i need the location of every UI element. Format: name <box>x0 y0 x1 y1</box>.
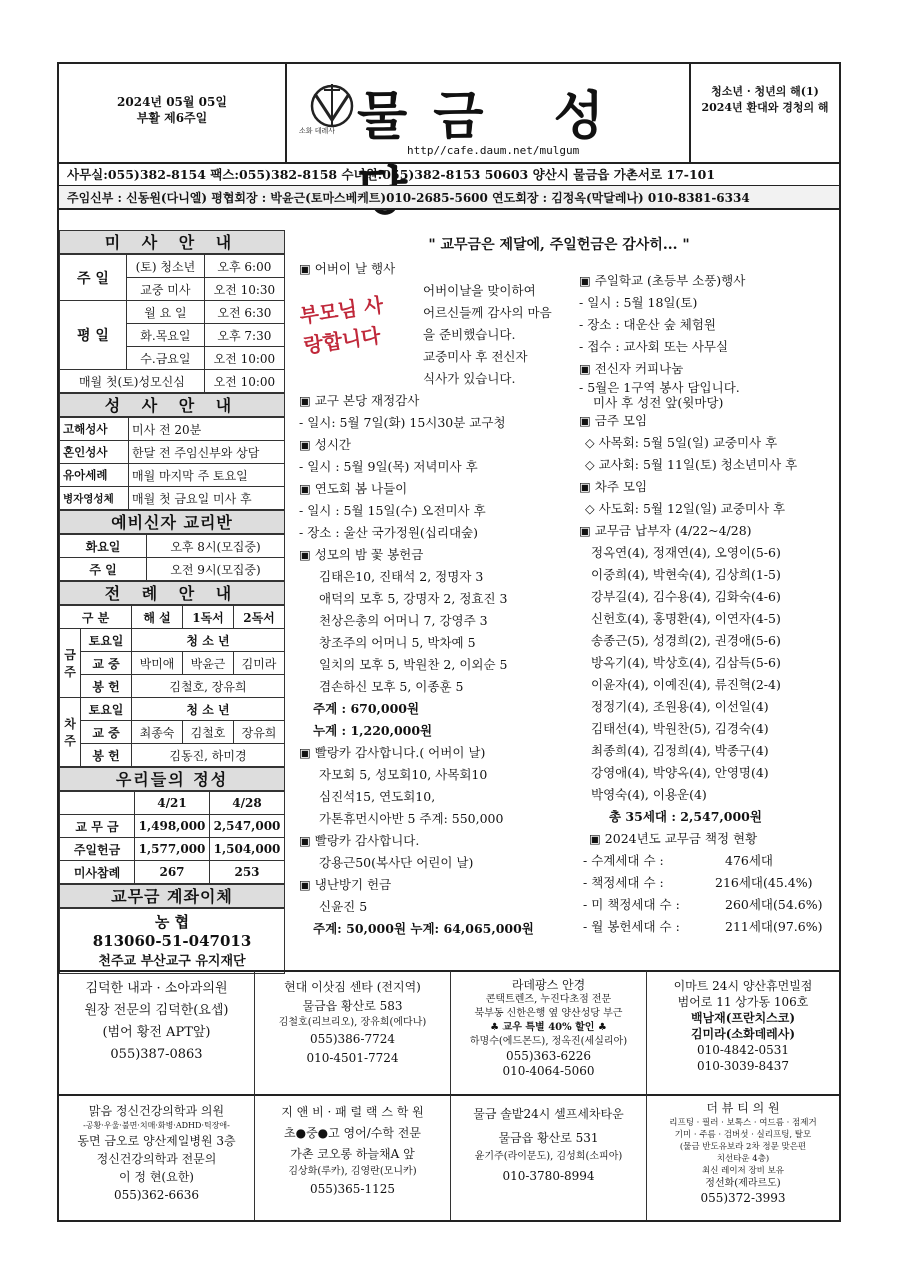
issue-date: 2024년 05월 05일 <box>117 95 227 109</box>
ad-line: 055)365-1125 <box>309 1182 396 1196</box>
mass-day: (토) 청소년 <box>127 255 205 278</box>
offering-value: 1,504,000 <box>210 838 285 861</box>
liturgy-value: 김미라 <box>234 652 285 675</box>
status-value: 216세대(45.4%) <box>715 875 813 890</box>
text-line: - 일시: 5월 7일(화) 15시30분 교구청 <box>299 415 506 430</box>
ad-line: 055)362-6636 <box>113 1188 200 1202</box>
offering-value: 1,577,000 <box>135 838 210 861</box>
this-meeting-title: ▣ 금주 모임 <box>579 413 648 428</box>
status-label: - 책정세대 수 : <box>583 875 664 890</box>
ad-line: 기미 · 주름 · 검버섯 · 실리프팅, 탈모 <box>674 1130 812 1140</box>
text-line: 자모회 5, 성모회10, 사목회10 <box>319 767 488 782</box>
text-line: 이윤자(4), 이예진(4), 류진혁(2-4) <box>591 677 781 692</box>
text-line: - 5월은 1구역 봉사 담입니다. <box>579 380 740 395</box>
theme-line-1: 청소년 · 청년의 해(1) <box>711 85 819 98</box>
text-line: - 일시 : 5월 18일(토) <box>579 295 698 310</box>
sacrament-desc: 한달 전 주임신부와 상담 <box>129 441 285 464</box>
ad-line: 콘택트렌즈, 누진다초점 전문 <box>485 994 612 1005</box>
offering-name: 주일헌금 <box>60 838 135 861</box>
cafe-url[interactable]: http//cafe.daum.net/mulgum <box>407 144 580 157</box>
ad-line: 초●중●고 영어/수학 전문 <box>284 1126 421 1140</box>
right-column <box>579 270 837 938</box>
bank-name: 농 협 <box>154 913 190 931</box>
status-value: 260세대(54.6%) <box>725 897 823 912</box>
account-box <box>59 908 285 974</box>
account-number: 813060-51-047013 <box>92 932 252 950</box>
offering-name: 미사참례 <box>60 861 135 884</box>
rosary-title: ▣ 빨랑카 감사합니다. <box>299 833 420 848</box>
ad-line: 정선화(제라르도) <box>705 1178 781 1189</box>
text-line: 애덕의 모후 5, 강명자 2, 정효진 3 <box>319 591 508 606</box>
text-line: 방옥기(4), 박상호(4), 김삼득(5-6) <box>591 655 781 670</box>
weekday-label: 평 일 <box>60 301 127 370</box>
rosary-title: ▣ 빨랑카 감사합니다.( 어버이 날) <box>299 745 486 760</box>
ad-line: 이마트 24시 양산휴먼빌점 <box>673 979 813 993</box>
liturgy-value: 장유희 <box>234 721 285 744</box>
office-contact: 사무실:055)382-8154 팩스:055)382-8158 수녀원:055)382-8153 50603 양산시 물금읍 가촌서로 17-101 <box>59 164 839 186</box>
ad-line: 김미라(소화데레사) <box>690 1027 796 1041</box>
parents-art: 부모님 사랑합니다 <box>297 292 385 358</box>
parish-logo-icon <box>307 78 357 148</box>
ad-psychiatry <box>59 1094 255 1220</box>
text-line: ◇ 사목회: 5월 5일(일) 교중미사 후 <box>585 435 778 450</box>
header-title-box <box>287 64 689 164</box>
mass-time: 오전 10:00 <box>204 347 284 370</box>
ad-line: 하명수(에드몬드), 정옥진(세실리아) <box>469 1036 628 1047</box>
text-line: 김태은10, 진태석 2, 정명자 3 <box>319 569 484 584</box>
ad-line: ♣ 교우 특별 40% 할인 ♣ <box>490 1022 607 1033</box>
text-line: 정옥연(4), 정재연(4), 오영이(5-6) <box>591 545 781 560</box>
status-label: - 수계세대 수 : <box>583 853 664 868</box>
mass-time: 오후 7:30 <box>204 324 284 347</box>
offering-header: 우리들의 정성 <box>59 767 285 791</box>
sacrament-name: 병자영성체 <box>60 487 129 510</box>
logo-caption: 소화 데레사 <box>299 127 336 135</box>
ad-line: 010-4501-7724 <box>306 1051 399 1065</box>
ad-line: 범어로 11 상가동 106호 <box>677 995 809 1009</box>
flowers-title: ▣ 성모의 밤 꽃 봉헌금 <box>299 547 424 562</box>
liturgy-value: 김동진, 하미경 <box>132 744 285 767</box>
parish-title: 물금 성 <box>357 87 630 147</box>
coffee-title: ▣ 전신자 커피나눔 <box>579 361 684 376</box>
catechumen-header: 예비신자 교리반 <box>59 510 285 534</box>
liturgy-value: 김철호 <box>183 721 234 744</box>
mass-day: 교중 미사 <box>127 278 205 301</box>
ad-line: 010-4842-0531 <box>696 1043 790 1057</box>
ad-line: 010-3780-8994 <box>502 1169 595 1183</box>
text-line: 신윤진 5 <box>319 899 368 914</box>
offering-value: 2,547,000 <box>210 815 285 838</box>
liturgy-role: 교 중 <box>81 721 132 744</box>
status-label: - 미 책정세대 수 : <box>583 897 680 912</box>
ad-line: 010-4064-5060 <box>502 1064 595 1078</box>
ad-line: 055)387-0863 <box>110 1047 203 1062</box>
text-line: ◇ 교사회: 5월 11일(토) 청소년미사 후 <box>585 457 798 472</box>
liturgy-col: 구 분 <box>60 606 132 629</box>
status-label: - 월 봉헌세대 수 : <box>583 919 680 934</box>
ad-line: (범어 황전 APT앞) <box>102 1025 211 1040</box>
ad-line: 물금읍 황산로 583 <box>302 999 403 1013</box>
ad-line: 김철호(리브리오), 장유희(에다나) <box>278 1017 427 1028</box>
catechumen-table <box>59 534 285 581</box>
sacrament-name: 혼인성사 <box>60 441 129 464</box>
text-line: 정정기(4), 조원용(4), 이선일(4) <box>591 699 769 714</box>
ad-line: 김덕한 내과 · 소아과의원 <box>85 981 228 996</box>
liturgy-table <box>59 605 285 767</box>
text-line: 어르신들께 감사의 마음 <box>423 305 552 320</box>
liturgy-col: 해 설 <box>132 606 183 629</box>
flowers-week-total: 주계 : 670,000원 <box>313 701 420 716</box>
offering-value: 1,498,000 <box>135 815 210 838</box>
ad-beauty <box>647 1094 839 1220</box>
ad-line: 북부동 신한은행 옆 양산성당 부근 <box>474 1008 623 1019</box>
liturgy-value: 박미애 <box>132 652 183 675</box>
ad-line: 055)372-3993 <box>700 1191 786 1205</box>
left-column <box>59 230 285 974</box>
ad-line: (물금 반도유보라 2차 정문 맞은편 <box>679 1142 807 1152</box>
text-line: - 접수 : 교사회 또는 사무실 <box>579 339 729 354</box>
next-week-label: 차주 <box>60 698 81 767</box>
text-line: - 일시 : 5월 15일(수) 오전미사 후 <box>299 503 486 518</box>
class-day: 화요일 <box>60 535 147 558</box>
sacrament-desc: 미사 전 20분 <box>129 418 285 441</box>
text-line: 어버이날을 맞이하여 <box>423 283 536 298</box>
ad-line: 현대 이삿짐 센타 (전지역) <box>284 980 421 994</box>
payers-total: 총 35세대 : 2,547,000원 <box>609 809 762 824</box>
ad-line: 최신 레이저 장비 보유 <box>701 1166 784 1176</box>
ad-line: 더 뷰 티 의 원 <box>706 1101 780 1115</box>
quote: " 교무금은 제달에, 주일헌금은 감사히... " <box>428 237 690 253</box>
audit-title: ▣ 교구 본당 재정감사 <box>299 393 420 408</box>
account-header: 교무금 계좌이체 <box>59 884 285 908</box>
ad-line: 라데팡스 안경 <box>511 978 586 992</box>
liturgy-role: 토요일 <box>81 629 132 652</box>
ad-carwash <box>451 1094 647 1220</box>
ad-line: 이 정 현(요한) <box>119 1170 194 1184</box>
text-line: 강부길(4), 김수용(4), 김화숙(4-6) <box>591 589 781 604</box>
offering-value: 267 <box>135 861 210 884</box>
picnic-title: ▣ 연도회 봄 나들이 <box>299 481 408 496</box>
staff-contact: 주임신부 : 신동원(다니엘) 평협회장 : 박윤근(토마스베케트)010-2685-5600 연도회장 : 김정옥(막달레나) 010-8381-6334 <box>59 186 839 210</box>
status-title: ▣ 2024년도 교무금 책정 현황 <box>589 831 758 846</box>
liturgical-season: 부활 제6주일 <box>136 111 208 125</box>
sacrament-name: 고해성사 <box>60 418 129 441</box>
status-value: 476세대 <box>725 853 774 868</box>
text-line: 신헌호(4), 홍명환(4), 이연자(4-5) <box>591 611 781 626</box>
ad-clinic <box>59 970 255 1094</box>
text-line: 미사 후 성전 앞(윗마당) <box>593 395 724 410</box>
ad-emart <box>647 970 839 1094</box>
ad-line: 정신건강의학과 전문의 <box>96 1152 217 1166</box>
sacrament-table <box>59 417 285 510</box>
liturgy-header: 전 례 안 내 <box>59 581 285 605</box>
text-line: 강영애(4), 박양옥(4), 안영명(4) <box>591 765 769 780</box>
this-week-label: 금주 <box>60 629 81 698</box>
text-line: 천상은총의 어머니 7, 강영주 3 <box>319 613 488 628</box>
liturgy-role: 봉 헌 <box>81 675 132 698</box>
ad-line: 원장 전문의 김덕한(요셉) <box>84 1003 229 1018</box>
heating-total: 주계: 50,000원 누계: 64,065,000원 <box>313 921 534 936</box>
ad-line: 김상화(루카), 김영란(모니카) <box>288 1166 417 1177</box>
ad-line: 치선타운 4층) <box>716 1154 770 1164</box>
sacrament-header: 성 사 안 내 <box>59 393 285 417</box>
text-line: 식사가 있습니다. <box>423 371 516 386</box>
ad-line: 백남재(프란치스코) <box>690 1011 796 1025</box>
mass-day: 수.금요일 <box>127 347 205 370</box>
payers-title: ▣ 교무금 납부자 (4/22~4/28) <box>579 523 752 538</box>
text-line: - 장소 : 대운산 숲 체험원 <box>579 317 716 332</box>
account-holder: 천주교 부산교구 유지재단 <box>98 954 246 969</box>
mass-time: 오전 10:30 <box>204 278 284 301</box>
header-date-box <box>59 64 287 164</box>
ad-line: 가촌 코오롱 하늘채A 앞 <box>290 1147 415 1161</box>
header-theme-box <box>689 64 839 164</box>
text-line: 교중미사 후 전신자 <box>423 349 528 364</box>
liturgy-value: 김철호, 장유희 <box>132 675 285 698</box>
ad-line: 물금읍 황산로 531 <box>498 1131 599 1145</box>
middle-column <box>299 258 579 940</box>
text-line: 을 준비했습니다. <box>423 327 516 342</box>
mass-table <box>59 254 285 393</box>
text-line: 김태선(4), 박원찬(5), 김경숙(4) <box>591 721 769 736</box>
school-title: ▣ 주일학교 (초등부 소풍)행사 <box>579 273 746 288</box>
heating-title: ▣ 냉난방기 헌금 <box>299 877 392 892</box>
liturgy-role: 봉 헌 <box>81 744 132 767</box>
text-line: 일치의 모후 5, 박원찬 2, 이외순 5 <box>319 657 508 672</box>
text-line: 최종희(4), 김정희(4), 박종구(4) <box>591 743 769 758</box>
offering-date: 4/28 <box>210 792 285 815</box>
text-line: 겸손하신 모후 5, 이종훈 5 <box>319 679 464 694</box>
liturgy-value: 청 소 년 <box>132 629 285 652</box>
text-line: - 일시 : 5월 9일(목) 저녁미사 후 <box>299 459 478 474</box>
holy-hour-title: ▣ 성시간 <box>299 437 352 452</box>
text-line: 심진석15, 연도회10, <box>319 789 436 804</box>
status-value: 211세대(97.6%) <box>725 919 823 934</box>
liturgy-col: 1독서 <box>183 606 234 629</box>
sacrament-name: 유아세례 <box>60 464 129 487</box>
ad-line: 맑음 정신건강의학과 의원 <box>88 1104 225 1118</box>
ad-line: 윤기주(라이문도), 김성희(소피아) <box>474 1151 623 1162</box>
text-line: 가톤휴먼시아반 5 주계: 550,000 <box>319 811 504 826</box>
text-line: 창조주의 어머니 5, 박차예 5 <box>319 635 476 650</box>
text-line: ◇ 사도회: 5월 12일(일) 교중미사 후 <box>585 501 786 516</box>
liturgy-value: 최종숙 <box>132 721 183 744</box>
ad-line: 055)363-6226 <box>505 1049 592 1063</box>
text-line: 강용근50(복사단 어린이 날) <box>319 855 474 870</box>
offering-value: 253 <box>210 861 285 884</box>
flowers-grand-total: 누계 : 1,220,000원 <box>313 723 433 738</box>
ad-moving <box>255 970 451 1094</box>
text-line: 이중희(4), 박현숙(4), 김상희(1-5) <box>591 567 781 582</box>
class-time: 오전 9시(모집중) <box>147 558 285 581</box>
mass-time: 오전 6:30 <box>204 301 284 324</box>
class-time: 오후 8시(모집중) <box>147 535 285 558</box>
offering-date: 4/21 <box>135 792 210 815</box>
ad-line: 010-3039-8437 <box>696 1059 790 1073</box>
mass-time: 오전 10:00 <box>204 370 284 393</box>
sunday-label: 주 일 <box>60 255 127 301</box>
sacrament-desc: 매월 마지막 주 토요일 <box>129 464 285 487</box>
mass-header: 미 사 안 내 <box>59 230 285 254</box>
mass-day: 화.목요일 <box>127 324 205 347</box>
theme-line-2: 2024년 환대와 경청의 해 <box>701 101 829 114</box>
ad-line: 동면 금오로 양산제일병원 3층 <box>77 1134 236 1148</box>
text-line: 박영숙(4), 이용운(4) <box>591 787 707 802</box>
bulletin-page <box>57 62 841 1222</box>
ad-line: 지 앤 비 · 패 럴 랙 스 학 원 <box>281 1105 424 1119</box>
ad-line: 리프팅 · 필러 · 보톡스 · 여드름 · 점제거 <box>669 1118 817 1128</box>
mass-day: 매월 첫(토)성모신심 <box>60 370 205 393</box>
mass-day: 월 요 일 <box>127 301 205 324</box>
ad-line: -공황·우울·불면·치매·화병·ADHD·틱장애- <box>83 1121 230 1130</box>
next-meeting-title: ▣ 차주 모임 <box>579 479 648 494</box>
ad-line: 055)386-7724 <box>309 1032 396 1046</box>
ad-optical <box>451 970 647 1094</box>
ad-academy <box>255 1094 451 1220</box>
liturgy-value: 박윤근 <box>183 652 234 675</box>
offering-table <box>59 791 285 884</box>
offering-name: 교 무 금 <box>60 815 135 838</box>
liturgy-col: 2독서 <box>234 606 285 629</box>
text-line: - 장소 : 울산 국가정원(십리대숲) <box>299 525 478 540</box>
liturgy-value: 청 소 년 <box>132 698 285 721</box>
sacrament-desc: 매월 첫 금요일 미사 후 <box>129 487 285 510</box>
liturgy-role: 토요일 <box>81 698 132 721</box>
mass-time: 오후 6:00 <box>204 255 284 278</box>
liturgy-role: 교 중 <box>81 652 132 675</box>
text-line: 송종근(5), 성경희(2), 권경애(5-6) <box>591 633 781 648</box>
class-day: 주 일 <box>60 558 147 581</box>
parents-day-title: ▣ 어버이 날 행사 <box>299 261 396 276</box>
ad-line: 물금 솔밭24시 셀프세차타운 <box>473 1107 624 1121</box>
